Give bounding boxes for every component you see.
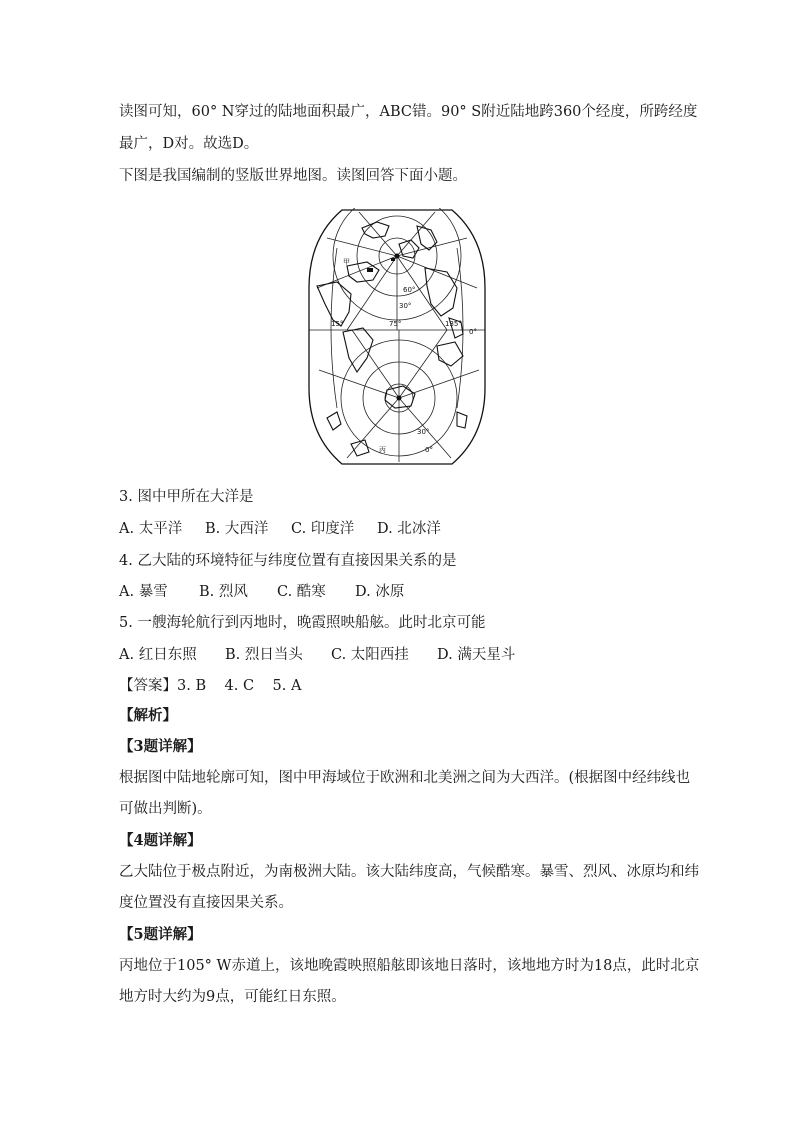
world-map-svg — [307, 208, 487, 466]
option-c: C. 印度洋 — [291, 521, 355, 537]
detail-3-heading: 【3题详解】 — [119, 738, 202, 755]
option-d: D. 满天星斗 — [437, 647, 516, 663]
map-label-lat30: 30° — [399, 302, 412, 310]
detail-5-line: 地方时大约为9点，可能红日东照。 — [119, 989, 346, 1005]
map-label-s0: 0° — [425, 446, 433, 454]
detail-4-line: 乙大陆位于极点附近，为南极洲大陆。该大陆纬度高，气候酷寒。暴雪、烈风、冰原均和纬 — [119, 864, 699, 880]
option-b: B. 烈风 — [199, 584, 248, 600]
question-4-options — [119, 582, 404, 602]
map-label-lon135: 135° — [445, 320, 462, 328]
option-d: D. 冰原 — [355, 584, 405, 600]
analysis-heading: 【解析】 — [119, 707, 177, 724]
map-label-jia: 甲 — [343, 258, 350, 266]
option-a: A. 暴雪 — [119, 584, 168, 600]
paragraph-line: 最广，D对。故选D。 — [119, 136, 259, 152]
detail-3-line: 可做出判断)。 — [119, 801, 212, 817]
map-label-lon75: 75° — [389, 320, 402, 328]
map-label-lon15: 15° — [331, 320, 344, 328]
option-c: C. 酷寒 — [277, 584, 326, 600]
detail-5-heading: 【5题详解】 — [119, 926, 202, 943]
map-label-s30: 30° — [417, 428, 430, 436]
option-b: B. 大西洋 — [205, 521, 269, 537]
paragraph-line: 读图可知，60° N穿过的陆地面积最广，ABC错。90° S附近陆地跨360个经度，所跨经度 — [119, 104, 698, 120]
option-d: D. 北冰洋 — [377, 521, 441, 537]
option-b: B. 烈日当头 — [225, 647, 303, 663]
option-a: A. 太平洋 — [119, 521, 183, 537]
map-label-lat60: 60° — [403, 286, 416, 294]
question-3-options — [119, 519, 441, 539]
detail-4-heading: 【4题详解】 — [119, 832, 202, 849]
detail-4-line: 度位置没有直接因果关系。 — [119, 895, 293, 911]
intro-text: 下图是我国编制的竖版世界地图。读图回答下面小题。 — [119, 168, 467, 184]
detail-3-line: 根据图中陆地轮廓可知，图中甲海域位于欧洲和北美洲之间为大西洋。(根据图中经纬线也 — [119, 770, 691, 786]
map-label-bing: 丙 — [379, 446, 386, 454]
option-c: C. 太阳西挂 — [331, 647, 409, 663]
option-a: A. 红日东照 — [119, 647, 197, 663]
question-5-options — [119, 645, 515, 665]
question-4-stem: 4. 乙大陆的环境特征与纬度位置有直接因果关系的是 — [119, 553, 457, 569]
map-label-eq0: 0° — [469, 328, 477, 336]
question-3-stem: 3. 图中甲所在大洋是 — [119, 489, 254, 505]
answer-line: 【答案】3. B 4. C 5. A — [119, 678, 302, 694]
world-map-figure — [307, 208, 487, 466]
question-5-stem: 5. 一艘海轮航行到丙地时，晚霞照映船舷。此时北京可能 — [119, 615, 486, 631]
detail-5-line: 丙地位于105° W赤道上，该地晚霞映照船舷即该地日落时，该地地方时为18点，此时北京 — [119, 958, 700, 974]
